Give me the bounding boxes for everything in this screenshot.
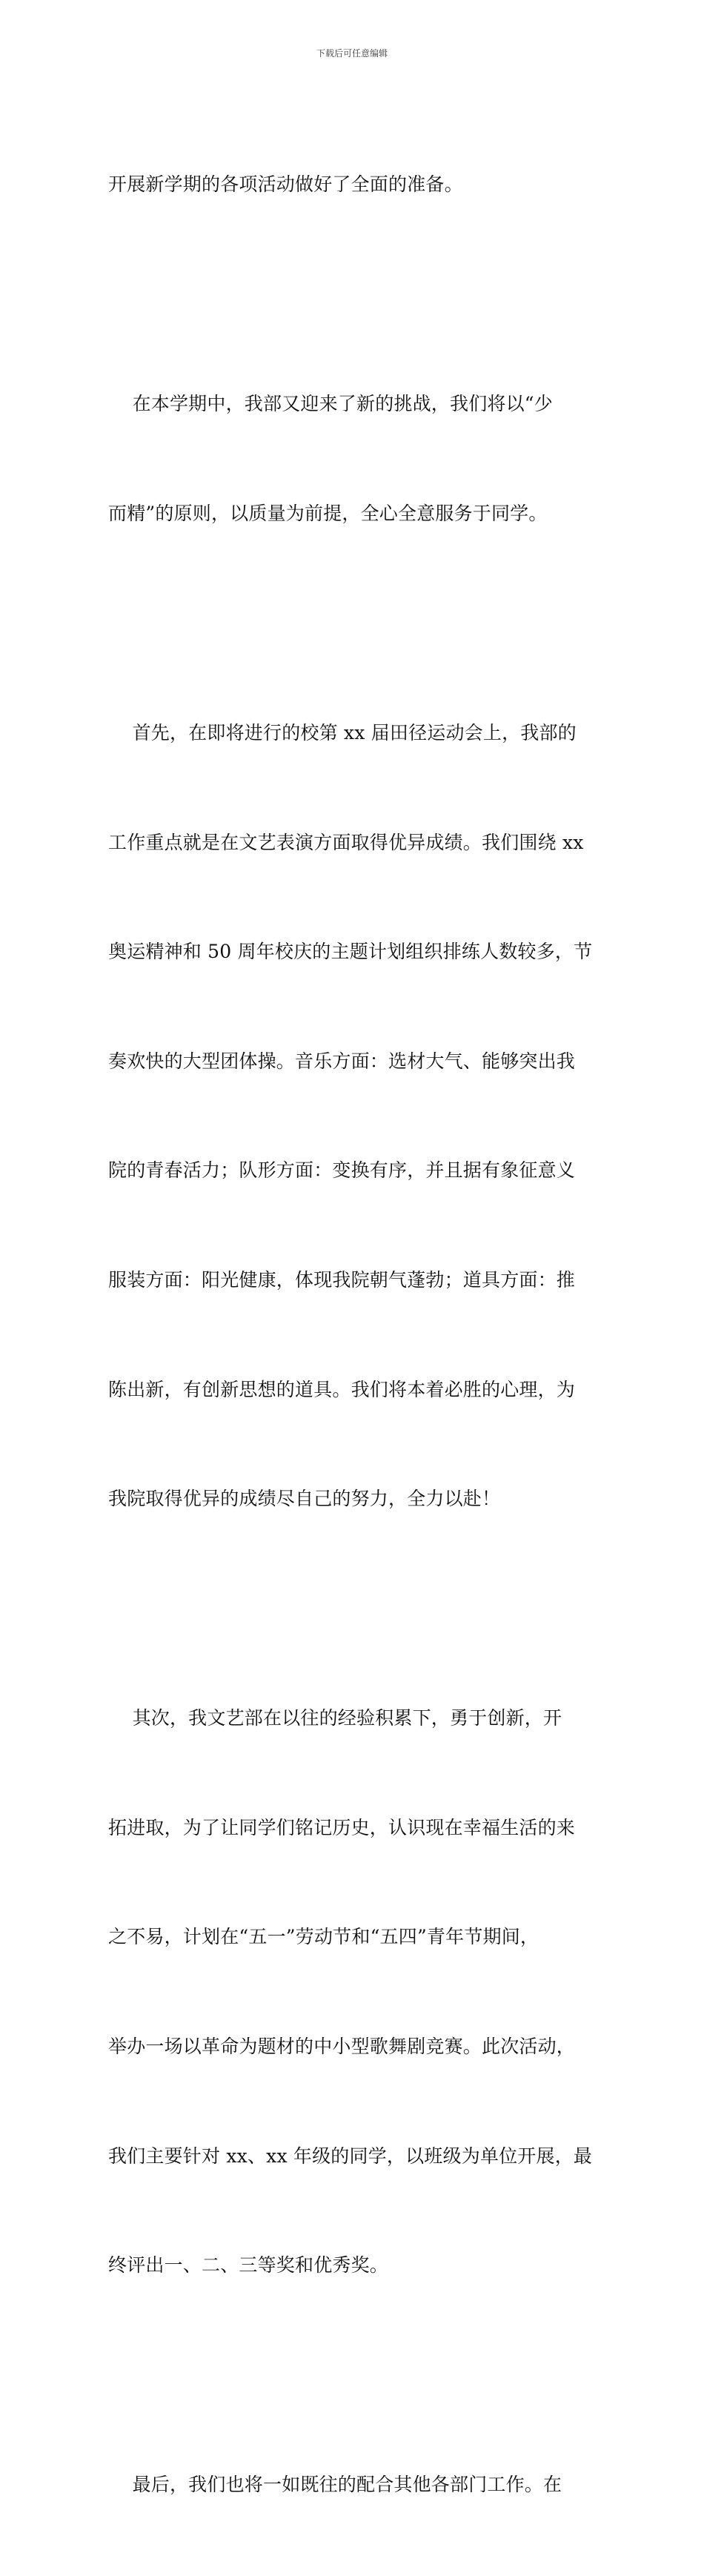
paragraph-line: 举办一场以革命为题材的中小型歌舞剧竞赛。此次活动，	[108, 2035, 576, 2057]
paragraph-line: 陈出新，有创新思想的道具。我们将本着必胜的心理，为	[108, 1378, 576, 1400]
paragraph-gap	[108, 605, 605, 642]
paragraph-line: 开展新学期的各项活动做好了全面的准备。	[108, 173, 463, 196]
page-header: 下载后可任意编辑	[316, 48, 388, 59]
paragraph-line: 最后，我们也将一如既往的配合其他各部门工作。在	[108, 2474, 562, 2496]
paragraph-gap	[108, 276, 605, 313]
paragraph-gap	[108, 1590, 605, 1627]
paragraph-line: 奏欢快的大型团体操。音乐方面：选材大气、能够突出我	[108, 1050, 576, 1072]
paragraph-4	[108, 1627, 605, 2357]
paragraph-line: 在本学期中，我部又迎来了新的挑战，我们将以“少	[108, 393, 553, 415]
paragraph-line: 服装方面：阳光健康，体现我院朝气蓬勃；道具方面：推	[108, 1268, 576, 1291]
paragraph-line: 奥运精神和 50 周年校庆的主题计划组织排练人数较多，节	[108, 941, 593, 963]
paragraph-line: 工作重点就是在文艺表演方面取得优异成绩。我们围绕 xx	[108, 831, 584, 853]
paragraph-line: 我院取得优异的成绩尽自己的努力，全力以赴！	[108, 1488, 501, 1510]
paragraph-1	[108, 93, 605, 276]
paragraph-line: 之不易，计划在“五一”劳动节和“五四”青年节期间，	[108, 1926, 539, 1948]
paragraph-3	[108, 642, 605, 1590]
paragraph-line: 终评出一、二、三等奖和优秀奖。	[108, 2254, 389, 2277]
paragraph-5	[108, 2394, 605, 2576]
paragraph-line: 拓进取，为了让同学们铭记历史，认识现在幸福生活的来	[108, 1816, 576, 1838]
paragraph-line: 其次，我文艺部在以往的经验积累下，勇于创新，开	[108, 1707, 562, 1729]
paragraph-gap	[108, 2357, 605, 2394]
paragraph-line: 院的青春活力；队形方面：变换有序，并且据有象征意义	[108, 1159, 576, 1182]
paragraph-line: 首先，在即将进行的校第 xx 届田径运动会上，我部的	[108, 722, 577, 744]
document-body	[108, 93, 605, 2576]
paragraph-line: 而精”的原则，以质量为前提，全心全意服务于同学。	[108, 503, 548, 524]
paragraph-line: 我们主要针对 xx、xx 年级的同学，以班级为单位开展，最	[108, 2145, 593, 2167]
paragraph-2	[108, 313, 605, 605]
